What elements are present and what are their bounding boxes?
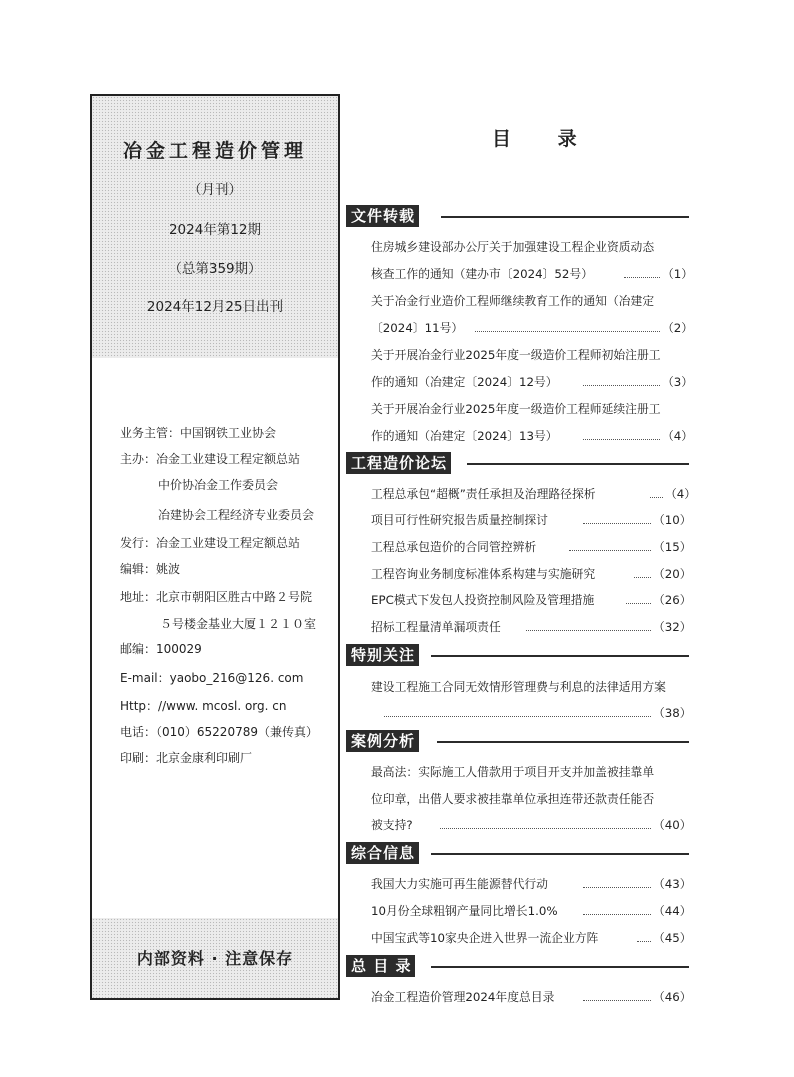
page-number: （38） bbox=[653, 706, 692, 720]
page-number: （26） bbox=[653, 593, 692, 607]
leader-dots bbox=[637, 941, 651, 942]
toc-entry[interactable]: 招标工程量清单漏项责任 bbox=[371, 620, 501, 634]
section-rule bbox=[431, 655, 689, 657]
leader-dots bbox=[569, 550, 651, 551]
section-label: 综合信息 bbox=[346, 842, 419, 864]
page-number: （4） bbox=[665, 487, 697, 501]
page-number: （43） bbox=[653, 877, 692, 891]
toc-title: 目 录 bbox=[492, 128, 597, 150]
leader-dots bbox=[440, 828, 651, 829]
page-number: （10） bbox=[653, 513, 692, 527]
section-special-focus bbox=[346, 644, 419, 666]
address-line-2: ５号楼金基业大厦１２１０室 bbox=[160, 617, 317, 631]
sponsor-line-1: 主办：冶金工业建设工程定额总站 bbox=[120, 452, 301, 466]
section-label: 特别关注 bbox=[346, 644, 419, 666]
page-number: （32） bbox=[653, 620, 692, 634]
total-issue-number: （总第359期） bbox=[168, 261, 262, 277]
toc-entry[interactable]: 位印章，出借人要求被挂靠单位承担连带还款责任能否 bbox=[371, 792, 655, 806]
page-number: （3） bbox=[662, 375, 694, 389]
website-line: Http：//www. mcosl. org. cn bbox=[120, 699, 287, 713]
journal-title: 冶金工程造价管理 bbox=[122, 140, 307, 162]
cover-footer-panel bbox=[92, 918, 338, 998]
cover-header-panel bbox=[92, 96, 338, 358]
leader-dots bbox=[526, 630, 651, 631]
sponsor-line-3: 冶建协会工程经济专业委员会 bbox=[158, 508, 315, 522]
publisher-line: 发行：冶金工业建设工程定额总站 bbox=[120, 536, 301, 550]
leader-dots bbox=[583, 385, 660, 386]
section-label: 工程造价论坛 bbox=[346, 452, 451, 474]
cover-info-box bbox=[90, 94, 340, 1000]
phone-line: 电话：（010）65220789（兼传真） bbox=[120, 725, 318, 739]
leader-dots bbox=[583, 439, 660, 440]
page-number: （44） bbox=[653, 904, 692, 918]
postcode-line: 邮编：100029 bbox=[120, 642, 202, 656]
page-number: （46） bbox=[653, 990, 692, 1004]
section-rule bbox=[437, 741, 689, 743]
page-number: （2） bbox=[662, 321, 694, 335]
section-rule bbox=[467, 463, 689, 465]
section-general-info bbox=[346, 842, 419, 864]
page-number: （4） bbox=[662, 429, 694, 443]
toc-entry[interactable]: 工程总承包“超概”责任承担及治理路径探析 bbox=[371, 487, 596, 501]
leader-dots bbox=[583, 887, 651, 888]
sponsor-line-2: 中价协冶金工作委员会 bbox=[158, 478, 279, 492]
toc-entry[interactable]: 工程总承包造价的合同管控辨析 bbox=[371, 540, 537, 554]
section-label: 总 目 录 bbox=[346, 955, 415, 977]
section-label: 文件转载 bbox=[346, 205, 419, 227]
toc-entry[interactable]: 关于开展冶金行业2025年度一级造价工程师延续注册工 bbox=[371, 402, 661, 416]
page-number: （45） bbox=[653, 931, 692, 945]
editor-line: 编辑：姚波 bbox=[120, 562, 181, 576]
leader-dots bbox=[650, 497, 663, 498]
toc-entry[interactable]: 作的通知（冶建定〔2024〕13号） bbox=[371, 429, 558, 443]
toc-entry[interactable]: 中国宝武等10家央企进入世界一流企业方阵 bbox=[371, 931, 599, 945]
toc-entry[interactable]: 〔2024〕11号） bbox=[371, 321, 464, 335]
printer-line: 印刷：北京金康利印刷厂 bbox=[120, 751, 253, 765]
leader-dots bbox=[634, 577, 651, 578]
journal-frequency: （月刊） bbox=[188, 182, 242, 198]
supervisor-line: 业务主管：中国钢铁工业协会 bbox=[120, 426, 277, 440]
email-line: E-mail：yaobo_216@126. com bbox=[120, 671, 304, 685]
section-case-analysis bbox=[346, 730, 419, 752]
toc-entry[interactable]: EPC模式下发包人投资控制风险及管理措施 bbox=[371, 593, 595, 607]
page-number: （40） bbox=[653, 818, 692, 832]
internal-material-note: 内部资料 · 注意保存 bbox=[136, 949, 294, 968]
toc-entry[interactable]: 冶金工程造价管理2024年度总目录 bbox=[371, 990, 555, 1004]
section-rule bbox=[431, 966, 689, 968]
leader-dots bbox=[583, 523, 651, 524]
section-cost-forum bbox=[346, 452, 451, 474]
section-rule bbox=[441, 216, 689, 218]
page-number: （20） bbox=[653, 567, 692, 581]
section-annual-index bbox=[346, 955, 415, 977]
toc-entry[interactable]: 最高法：实际施工人借款用于项目开支并加盖被挂靠单 bbox=[371, 765, 655, 779]
toc-entry[interactable]: 我国大力实施可再生能源替代行动 bbox=[371, 877, 548, 891]
issue-number: 2024年第12期 bbox=[168, 222, 262, 238]
section-rule bbox=[431, 853, 689, 855]
toc-entry[interactable]: 被支持? bbox=[371, 818, 413, 832]
toc-entry[interactable]: 住房城乡建设部办公厅关于加强建设工程企业资质动态 bbox=[371, 240, 655, 254]
leader-dots bbox=[475, 331, 660, 332]
toc-entry[interactable]: 10月份全球粗钢产量同比增长1.0% bbox=[371, 904, 558, 918]
section-document-reprint bbox=[346, 205, 419, 227]
page-number: （15） bbox=[653, 540, 692, 554]
publication-date: 2024年12月25日出刊 bbox=[146, 299, 284, 315]
leader-dots bbox=[384, 716, 651, 717]
leader-dots bbox=[624, 277, 660, 278]
leader-dots bbox=[583, 914, 651, 915]
page-number: （1） bbox=[662, 267, 694, 281]
leader-dots bbox=[626, 603, 651, 604]
toc-entry[interactable]: 建设工程施工合同无效情形管理费与利息的法律适用方案 bbox=[371, 680, 666, 694]
section-label: 案例分析 bbox=[346, 730, 419, 752]
address-line-1: 地址：北京市朝阳区胜古中路２号院 bbox=[120, 590, 313, 604]
toc-entry[interactable]: 作的通知（冶建定〔2024〕12号） bbox=[371, 375, 558, 389]
toc-entry[interactable]: 关于冶金行业造价工程师继续教育工作的通知（冶建定 bbox=[371, 294, 655, 308]
toc-entry[interactable]: 关于开展冶金行业2025年度一级造价工程师初始注册工 bbox=[371, 348, 661, 362]
toc-entry[interactable]: 项目可行性研究报告质量控制探讨 bbox=[371, 513, 548, 527]
leader-dots bbox=[583, 1000, 651, 1001]
toc-entry[interactable]: 核查工作的通知（建办市〔2024〕52号） bbox=[371, 267, 593, 281]
toc-entry[interactable]: 工程咨询业务制度标准体系构建与实施研究 bbox=[371, 567, 596, 581]
